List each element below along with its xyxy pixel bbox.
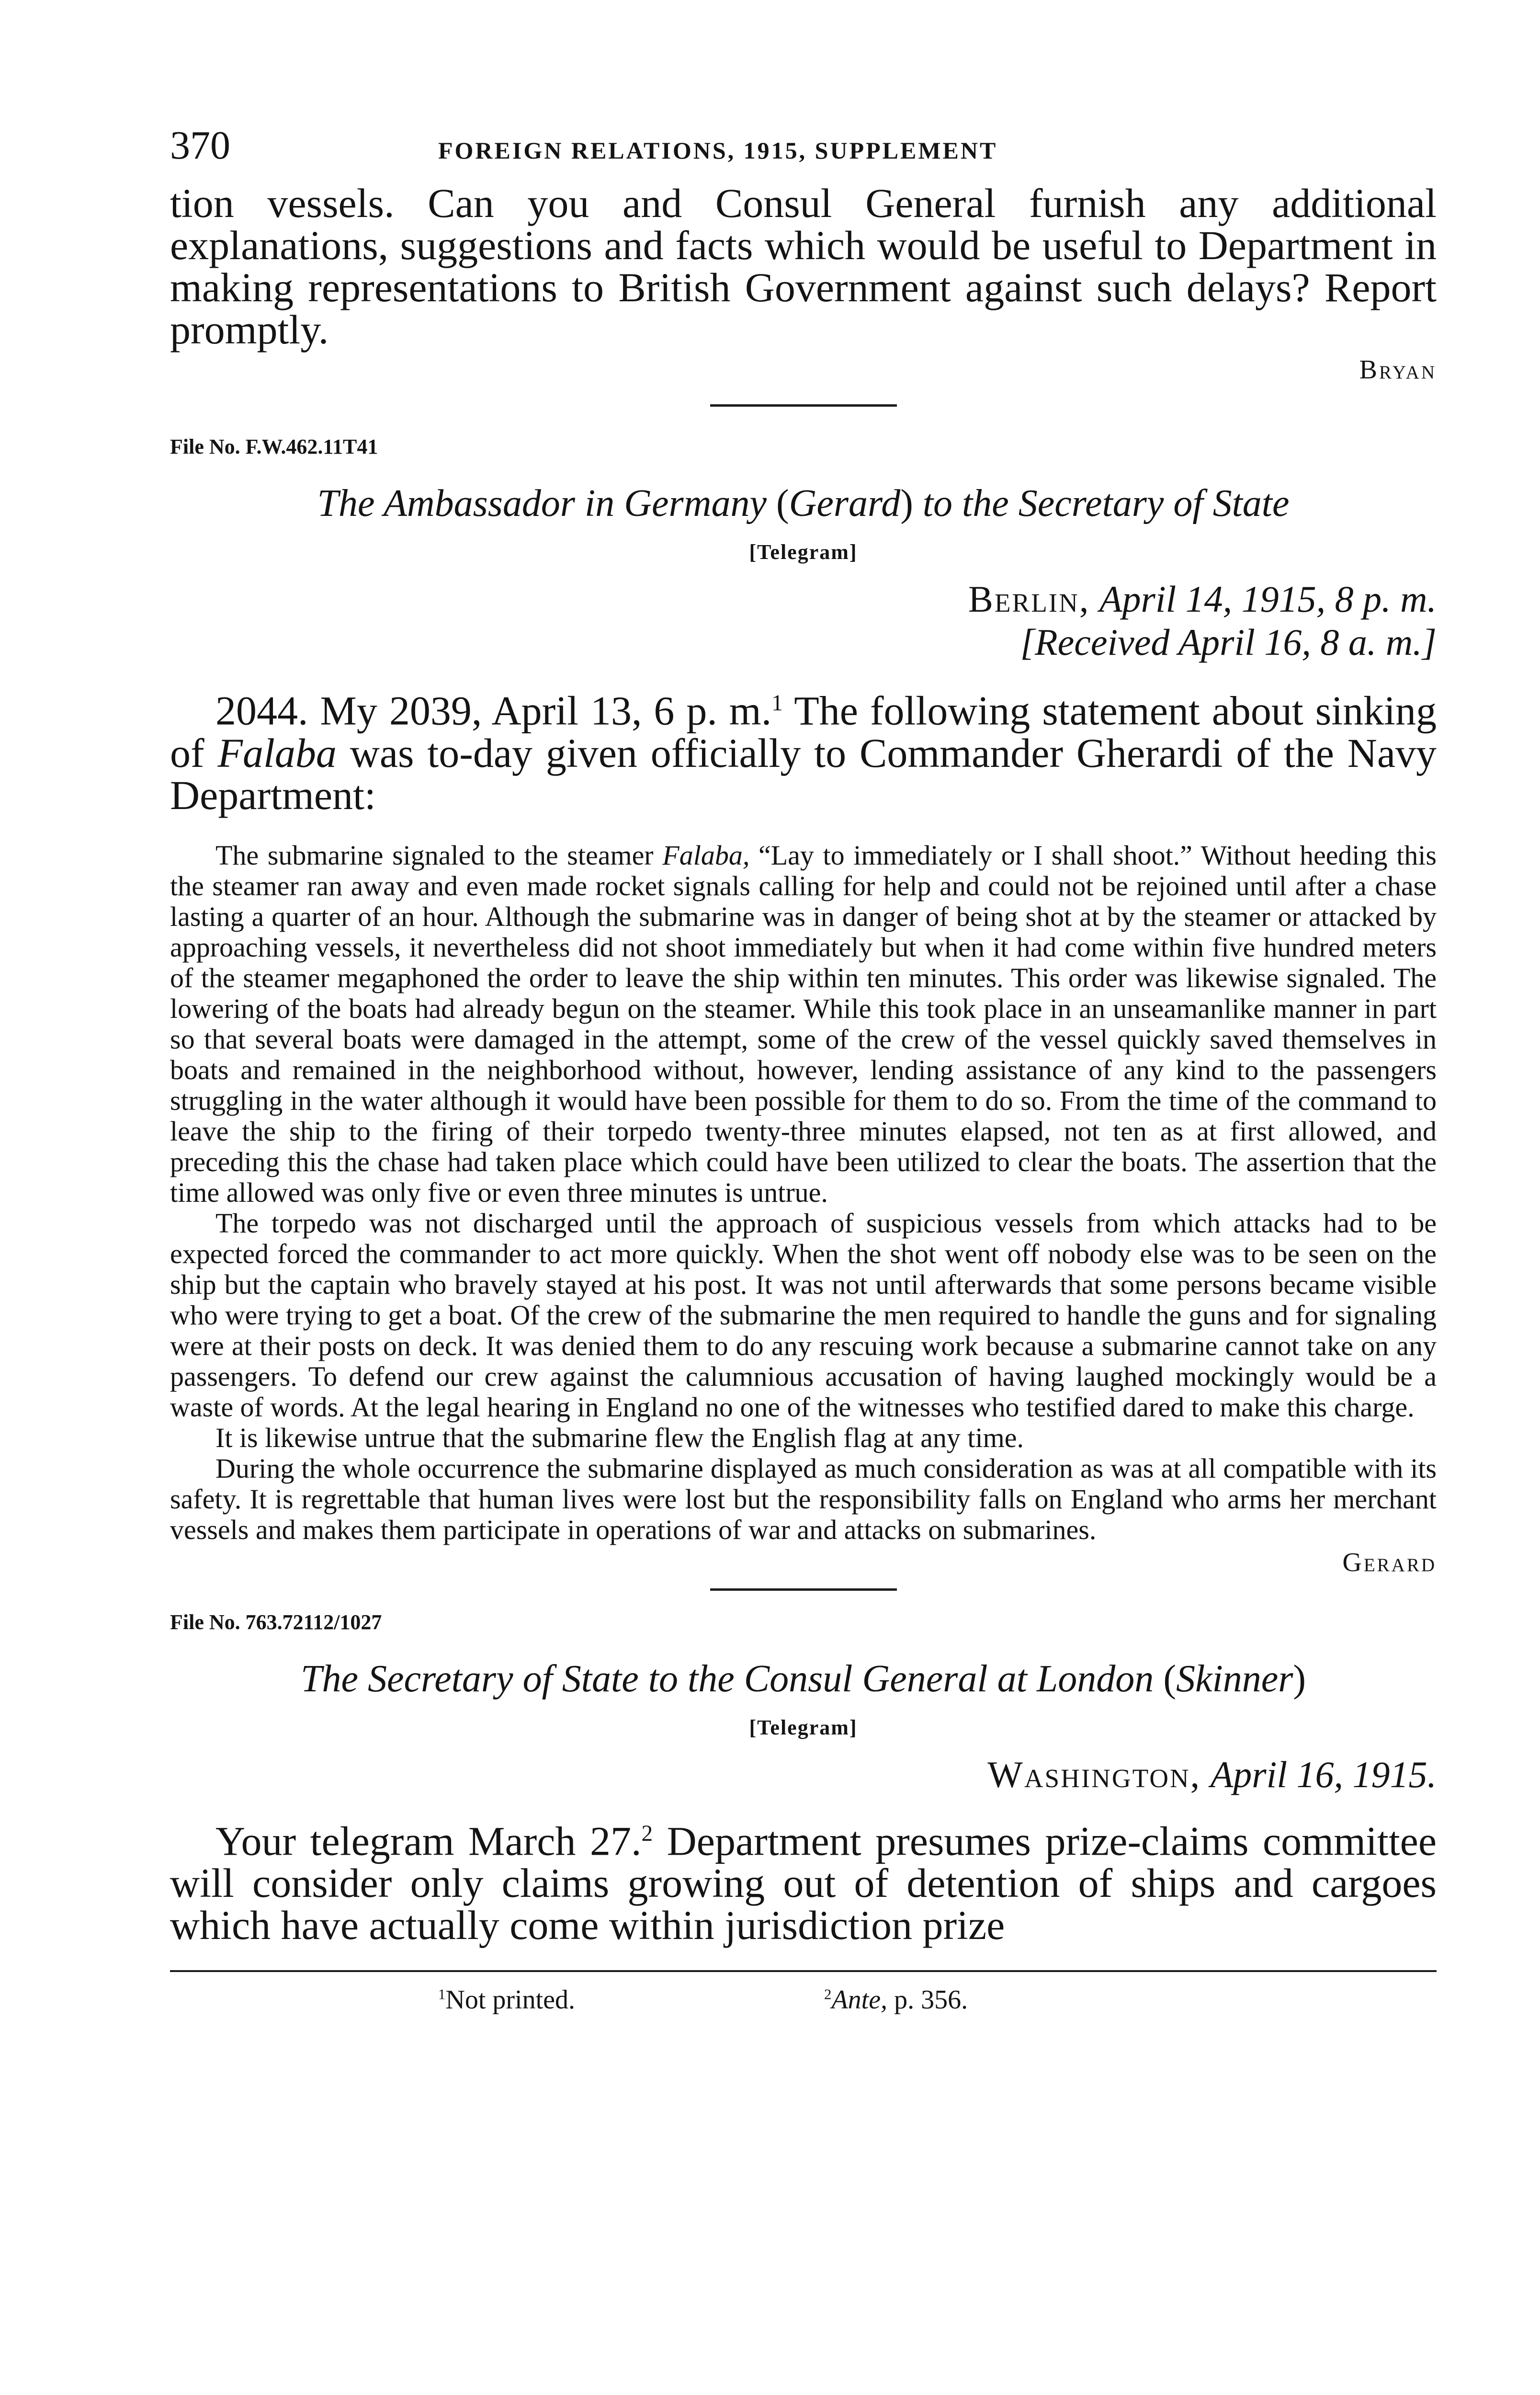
dateline — [170, 578, 1437, 621]
telegram-body — [170, 1813, 1437, 1947]
file-number: File No. F.W.462.11T41 — [170, 435, 378, 458]
received-line: [Received April 16, 8 a. m.] — [1020, 621, 1437, 663]
page-header — [170, 122, 1437, 168]
footnote-ref: 2 — [641, 1821, 653, 1846]
intro-text: The following statement about sinking of — [170, 687, 1437, 776]
footnote-ante: Ante, — [831, 1985, 888, 2015]
section-divider — [710, 1588, 897, 1591]
signature-bryan: Bryan — [1359, 355, 1437, 385]
file-number: File No. 763.72112/1027 — [170, 1610, 382, 1634]
telegram-intro — [170, 682, 1437, 816]
dateline-place: Berlin, — [968, 578, 1090, 620]
footnote-1 — [438, 1984, 575, 2015]
footnote-text: Not printed. — [445, 1985, 576, 2015]
telegram-label: [Telegram] — [749, 1715, 858, 1739]
quote-text: “Lay to immediately or I shall shoot.” Without heeding this the steamer ran away and even made rocket signals calling for help and could not be rejoined until after a chase lasting a quarter of an hour. Although the submarine was in danger of being shot at by the steamer or attacked by approaching vessels, it nevertheless did not shoot immediately but when it had come within five hundred meters of the steamer megaphoned the order to leave the ship within ten minutes. This order was likewise signaled. The lowering of the boats had already begun on the steamer. While this took place in an unseamanlike manner in part so that several boats were damaged in the attempt, some of the crew of the vessel quickly saved themselves in boats and remained in the neighborhood without, however, lending assistance of any kind to the passengers struggling in the water although it would have been possible for them to do so. From the time of the command to leave the ship to the firing of their torpedo twenty-three minutes elapsed, not ten as at first allowed, and preceding this the chase had taken place which could have been utilized to clear the boats. The assertion that the time allowed was only five or even three minutes is untrue. — [170, 839, 1437, 1208]
dateline-date: April 14, 1915, 8 p. m. — [1099, 578, 1437, 620]
intro-text: was to-day given officially to Commander Gherardi of the Navy Department: — [170, 730, 1437, 818]
ship-name: Falaba, — [662, 839, 750, 871]
quote-paragraph: It is likewise untrue that the submarine flew the English flag at any time. — [215, 1422, 1024, 1453]
page-number: 370 — [170, 123, 230, 168]
dateline-date: April 16, 1915. — [1210, 1753, 1437, 1795]
dateline — [170, 1753, 1437, 1796]
body-text: Your telegram March 27. — [215, 1818, 642, 1864]
document-title: The Ambassador in Germany (Gerard) to the Secretary of State — [317, 482, 1290, 525]
continuation-paragraph: tion vessels. Can you and Consul General furnish any additional explanations, suggestions and facts which would be useful to Department in making representations to British Government against such delays? Report promptly. — [170, 180, 1437, 353]
intro-text: 2044. My 2039, April 13, 6 p. m. — [215, 687, 772, 734]
title-part: to the Secretary of State — [922, 482, 1290, 525]
telegram-label: [Telegram] — [749, 540, 858, 564]
ship-name: Falaba — [217, 730, 337, 776]
title-part: The Ambassador in Germany — [317, 482, 767, 525]
quoted-statement — [170, 840, 1437, 1545]
title-name: Gerard — [789, 482, 901, 525]
quote-paragraph — [170, 840, 1437, 1208]
dateline-place: Washington, — [987, 1753, 1201, 1795]
footnote-mark: 1 — [438, 1986, 446, 2003]
footnotes — [170, 1972, 1437, 2015]
footnote-text: p. 356. — [887, 1985, 968, 2015]
title-name: Skinner — [1176, 1657, 1293, 1700]
footnote-ref: 1 — [771, 691, 783, 716]
body-text: Department presumes prize-claims committee will consider only claims growing out of detention of ships and cargoes which have actually come within jurisdiction prize — [170, 1818, 1437, 1949]
quote-paragraph: During the whole occurrence the submarine displayed as much consideration as was at all compatible with its safety. It is regrettable that human lives were lost but the responsibility falls on England who arms her merchant vessels and makes them participate in operations of war and attacks on submarines. — [170, 1452, 1437, 1545]
footnote-2 — [824, 1984, 968, 2015]
quote-text: The submarine signaled to the steamer — [215, 839, 663, 871]
section-divider — [710, 404, 897, 407]
document-title: The Secretary of State to the Consul General at London (Skinner) — [301, 1657, 1306, 1700]
signature-gerard: Gerard — [1342, 1547, 1437, 1577]
quote-paragraph: The torpedo was not discharged until the approach of suspicious vessels from which attacks had to be expected forced the commander to act more quickly. When the shot went off nobody else was to be seen on the ship but the captain who bravely stayed at his post. It was not until afterwards that some persons became visible who were trying to get a boat. Of the crew of the submarine the men required to handle the guns and for signaling were at their posts on deck. It was denied them to do any rescuing work because a submarine cannot take on any passengers. To defend our crew against the calumnious accusation of having laughed mockingly would be a waste of words. At the legal hearing in England no one of the witnesses who testified dared to make this charge. — [170, 1207, 1437, 1423]
footnote-mark: 2 — [824, 1986, 832, 2003]
title-part: The Secretary of State to the Consul General at London — [301, 1657, 1154, 1700]
running-head: FOREIGN RELATIONS, 1915, SUPPLEMENT — [438, 137, 998, 164]
document-page — [170, 122, 1437, 2015]
